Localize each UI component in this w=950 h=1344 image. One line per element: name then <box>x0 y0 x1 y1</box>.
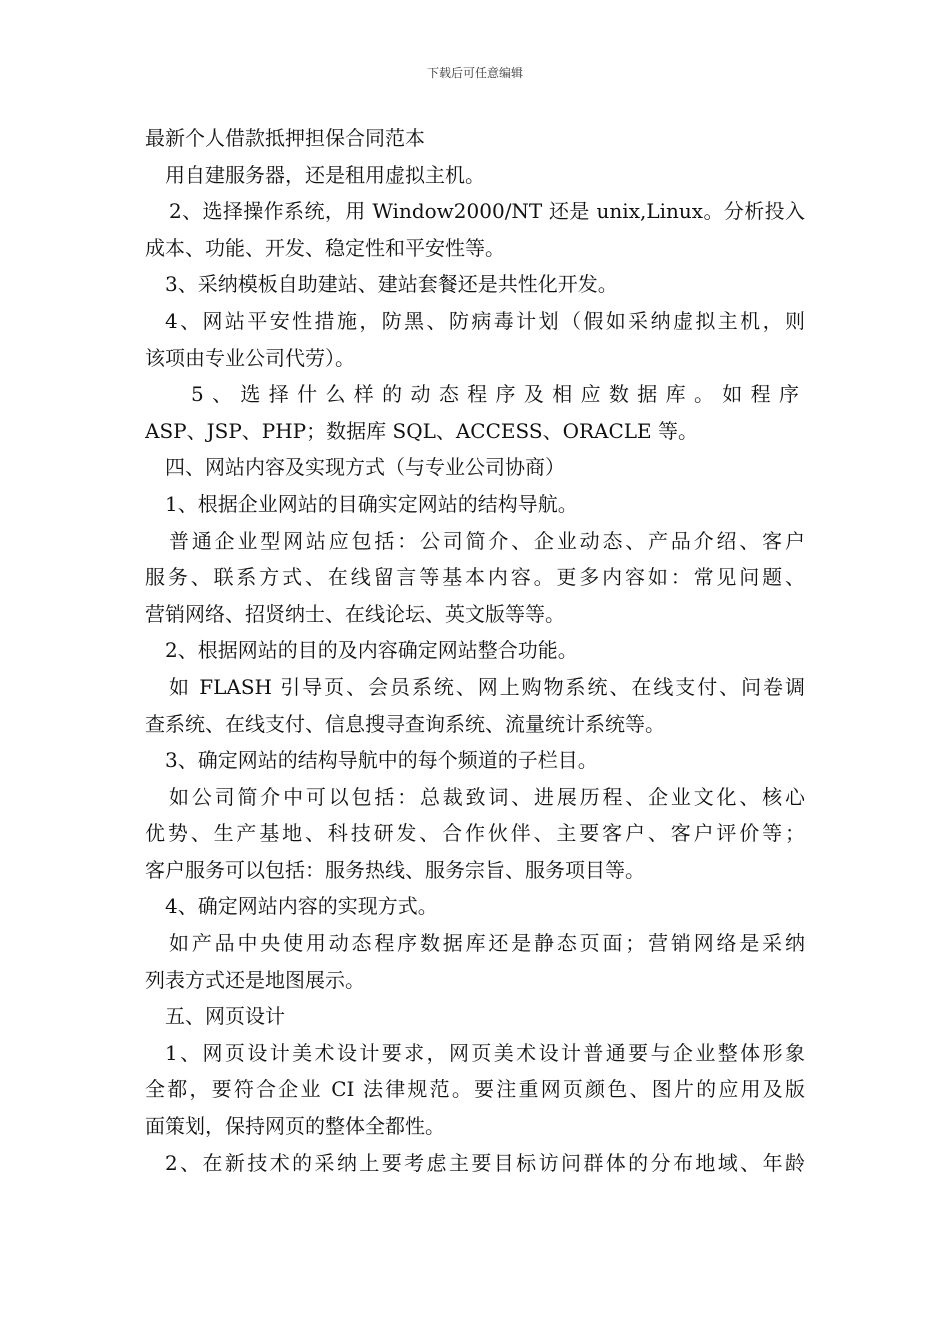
paragraph-line: 普通企业型网站应包括：公司简介、企业动态、产品介绍、客户 <box>169 528 805 553</box>
paragraph-line: 面策划，保持网页的整体全都性。 <box>145 1114 445 1139</box>
paragraph-line: 1、网页设计美术设计要求，网页美术设计普通要与企业整体形象 <box>165 1040 805 1065</box>
paragraph-line: 3、采纳模板自助建站、建站套餐还是共性化开发。 <box>165 272 618 297</box>
paragraph-line: 全都，要符合企业 CI 法律规范。要注重网页颜色、图片的应用及版 <box>145 1077 805 1102</box>
paragraph-line: 2、根据网站的目的及内容确定网站整合功能。 <box>165 638 578 663</box>
section-heading: 五、网页设计 <box>165 1004 285 1029</box>
paragraph-line: 4、网站平安性措施，防黑、防病毒计划（假如采纳虚拟主机，则 <box>165 308 805 333</box>
document-body <box>145 120 805 1181</box>
page-header-note: 下载后可任意编辑 <box>426 66 523 80</box>
paragraph-line: 4、确定网站内容的实现方式。 <box>165 894 438 919</box>
paragraph-line: 如 FLASH 引导页、会员系统、网上购物系统、在线支付、问卷调 <box>169 674 805 699</box>
paragraph-line: 客户服务可以包括：服务热线、服务宗旨、服务项目等。 <box>145 857 645 882</box>
paragraph-line: 查系统、在线支付、信息搜寻查询系统、流量统计系统等。 <box>145 711 665 736</box>
paragraph-line: 2、选择操作系统，用 Window2000/NT 还是 unix,Linux。分析投入 <box>169 199 805 224</box>
paragraph-line: 营销网络、招贤纳士、在线论坛、英文版等等。 <box>145 601 565 626</box>
paragraph-line: 如产品中央使用动态程序数据库还是静态页面；营销网络是采纳 <box>169 931 805 956</box>
section-heading: 四、网站内容及实现方式（与专业公司协商） <box>165 455 565 480</box>
paragraph-line: 服务、联系方式、在线留言等基本内容。更多内容如：常见问题、 <box>145 565 805 590</box>
paragraph-line: 该项由专业公司代劳）。 <box>145 345 355 370</box>
paragraph-line: 优势、生产基地、科技研发、合作伙伴、主要客户、客户评价等； <box>145 821 805 846</box>
paragraph-line: 1、根据企业网站的目确实定网站的结构导航。 <box>165 491 578 516</box>
paragraph-line: 成本、功能、开发、稳定性和平安性等。 <box>145 235 505 260</box>
paragraph-line: 用自建服务器，还是租用虚拟主机。 <box>165 162 485 187</box>
paragraph-line: 2、在新技术的采纳上要考虑主要目标访问群体的分布地域、年龄 <box>165 1150 805 1175</box>
paragraph-line: 如公司简介中可以包括：总裁致词、进展历程、企业文化、核心 <box>169 784 805 809</box>
paragraph-line: ASP、JSP、PHP；数据库 SQL、ACCESS、ORACLE 等。 <box>145 418 699 443</box>
paragraph-line: 3、确定网站的结构导航中的每个频道的子栏目。 <box>165 748 598 773</box>
paragraph-line: 列表方式还是地图展示。 <box>145 967 365 992</box>
paragraph-line: 5、选择什么样的动态程序及相应数据库。如程序 <box>191 382 805 407</box>
document-title: 最新个人借款抵押担保合同范本 <box>145 126 425 150</box>
